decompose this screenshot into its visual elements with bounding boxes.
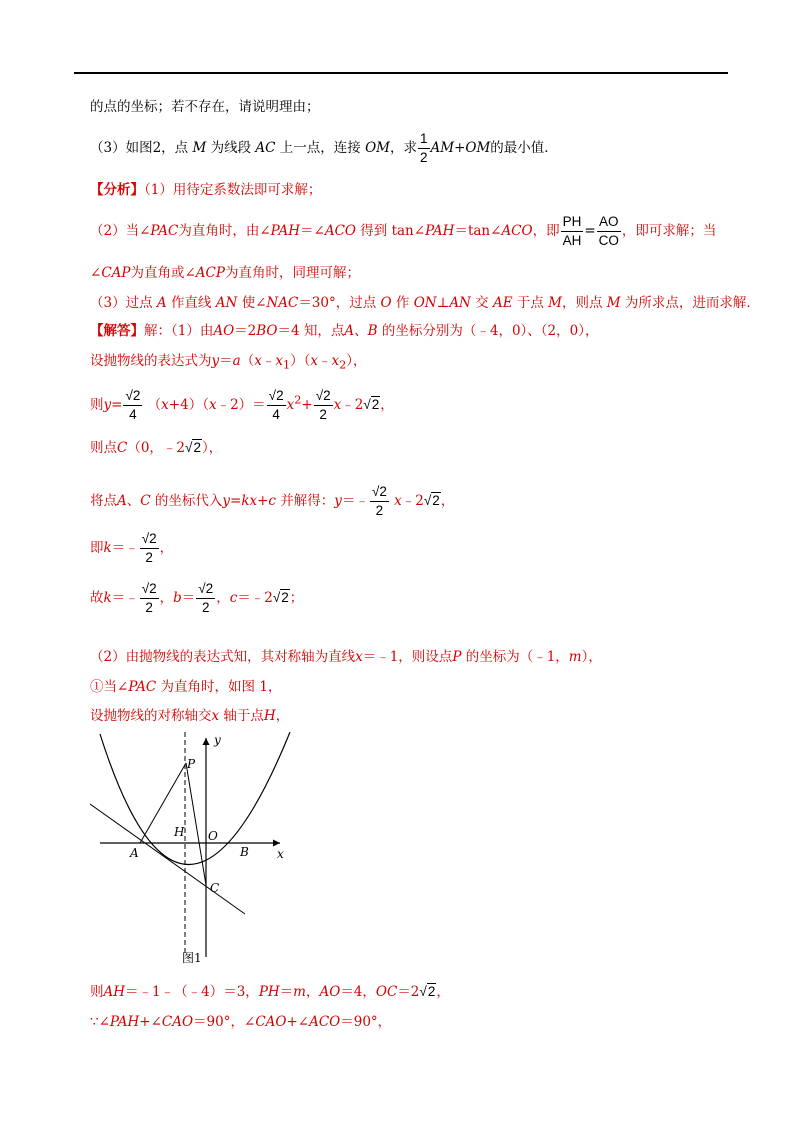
line-ac bbox=[90, 804, 245, 914]
answer-line-10: 设抛物线的对称轴交x 轴于点H， bbox=[90, 708, 290, 724]
label-x: x bbox=[277, 847, 284, 861]
answer-line-12: ∵∠PAH+∠CAO＝90°，∠CAO+∠ACO＝90°， bbox=[90, 1014, 392, 1030]
label-y: y bbox=[214, 733, 221, 747]
label-b: B bbox=[240, 845, 249, 859]
text-line-1: 的点的坐标；若不存在，请说明理由； bbox=[90, 99, 320, 115]
answer-line-4: 则点C（0，﹣2√2）， bbox=[90, 440, 223, 456]
answer-line-2: 设抛物线的表达式为$y=a(x﹣x_1)(x﹣x_2)$， bbox=[90, 353, 367, 372]
label-a: A bbox=[130, 846, 139, 860]
answer-line-8: （2）由抛物线的表达式知，其对称轴为直线x＝﹣1，则设点P 的坐标为（﹣1，m）， bbox=[90, 649, 602, 665]
fraction: $\frac{√2}{2}$ bbox=[371, 484, 387, 518]
text-line-2: （3）如图2，点 M 为线段 AC 上一点，连接 OM，求 $\frac{1}{2}$ AM+OM的最小值． bbox=[90, 131, 558, 165]
fraction: $\frac{PH}{AH}$ bbox=[562, 214, 582, 248]
answer-line-7: 故k＝﹣ $\frac{√2}{2}$ ，b＝ $\frac{√2}{2}$ ，c＝﹣2√2； bbox=[90, 581, 304, 615]
fraction: $\frac{√2}{4}$ bbox=[125, 388, 141, 422]
analysis-line-4: （3）过点 A 作直线 AN 使∠NAC＝30°，过点 O 作 ON⊥AN 交 AE 于点 M，则点 M 为所求点，进而求解． bbox=[90, 295, 760, 311]
fraction: $\frac{√2}{2}$ bbox=[141, 581, 157, 615]
parabola-diagram bbox=[90, 732, 300, 972]
segment-pc bbox=[186, 763, 206, 885]
fraction: $\frac{√2}{4}$ bbox=[268, 388, 284, 422]
sqrt: √2 bbox=[272, 590, 289, 605]
answer-line-11: 则AH＝﹣1﹣（﹣4）＝3，PH＝m，AO＝4，OC＝2√2， bbox=[90, 984, 450, 1000]
label-p: P bbox=[187, 757, 196, 771]
fraction: $\frac{√2}{2}$ bbox=[315, 388, 331, 422]
sqrt: √2 bbox=[423, 493, 440, 508]
fraction: $\frac{√2}{2}$ bbox=[141, 531, 157, 565]
fraction: $\frac{AO}{CO}$ bbox=[598, 214, 619, 248]
fraction: $\frac{√2}{2}$ bbox=[198, 581, 214, 615]
sqrt: √2 bbox=[363, 397, 380, 412]
figure-caption: 图1 bbox=[182, 951, 202, 965]
figure-1 bbox=[90, 732, 300, 976]
answer-line-6: 即k＝﹣ $\frac{√2}{2}$ ， bbox=[90, 531, 174, 565]
header-rule bbox=[74, 72, 728, 74]
fraction: $\frac{1}{2}$ bbox=[419, 131, 428, 165]
answer-line-3: 则y= $\frac{√2}{4}$ （x+4）（x﹣2）＝ $\frac{√2}{4}$ $x^2+$ $\frac{√2}{2}$ x﹣2√2， bbox=[90, 388, 394, 422]
analysis-line-2: （2）当∠PAC为直角时，由∠PAH＝∠ACO 得到 tan∠PAH＝tan∠ACO，即 $\frac{PH}{AH}$ = $\frac{AO}{CO}$ ，即可求解；当 bbox=[90, 214, 717, 248]
answer-line-1: 【解答】解：（1）由AO＝2BO＝4 知，点A、B 的坐标分别为（﹣4，0）、（2，0）， bbox=[90, 323, 599, 339]
parabola-curve bbox=[100, 732, 290, 865]
label-o: O bbox=[208, 829, 218, 843]
label-h: H bbox=[174, 825, 185, 839]
analysis-line-3: ∠CAP为直角或∠ACP为直角时，同理可解； bbox=[90, 265, 360, 281]
analysis-line-1: 【分析】（1）用待定系数法即可求解； bbox=[90, 182, 322, 198]
sqrt: √2 bbox=[419, 984, 436, 999]
sqrt: √2 bbox=[185, 440, 201, 455]
label-c: C bbox=[210, 881, 220, 895]
answer-line-9: ①当∠PAC 为直角时，如图 1， bbox=[90, 679, 282, 695]
answer-line-5: 将点A、C 的坐标代入y=kx+c 并解得：y＝﹣ $\frac{√2}{2}$ x﹣2√2， bbox=[90, 484, 455, 518]
